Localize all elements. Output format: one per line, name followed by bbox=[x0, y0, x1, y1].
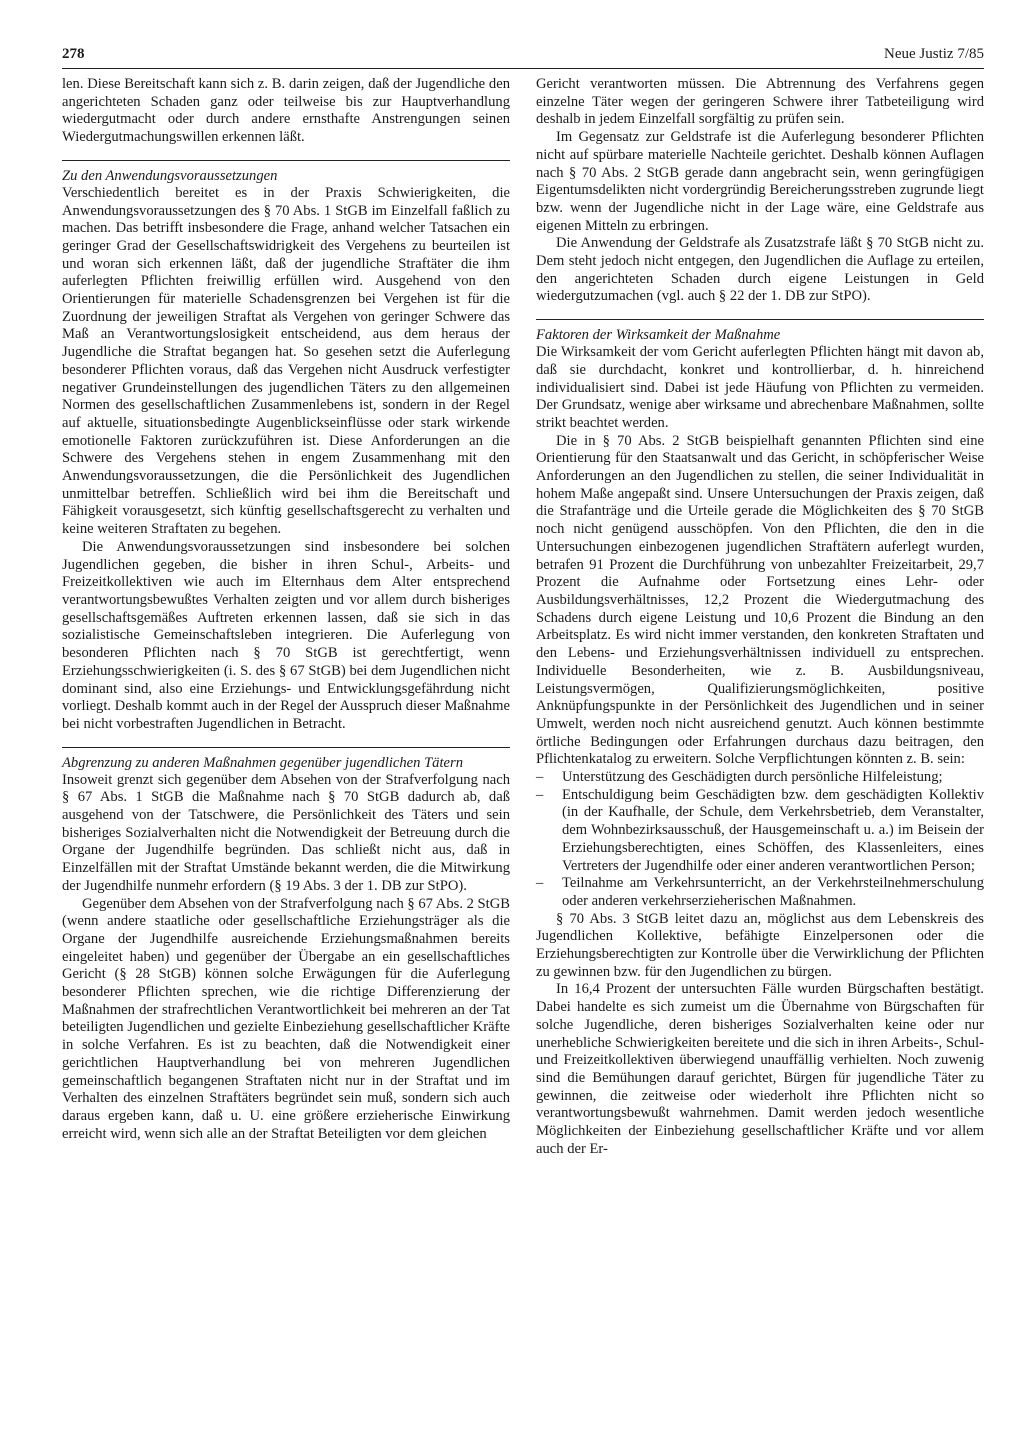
page-number: 278 bbox=[62, 46, 85, 62]
paragraph: len. Diese Bereitschaft kann sich z. B. darin zeigen, daß der Jugendliche den angerichteten Schaden ganz oder teilweise bis zur Hauptverhandlung wiedergutmacht oder durch andere ernsthafte Anstrengungen seinen Wiedergutmachungswillen erkennen läßt. bbox=[62, 76, 510, 146]
dash-bullet: – bbox=[536, 875, 544, 892]
paragraph: Insoweit grenzt sich gegenüber dem Absehen von der Strafverfolgung nach § 67 Abs. 1 StGB die Maßnahme nach § 70 StGB dadurch ab, daß ausgehend von der Tatschwere, die Persönlichkeit des Täters und sein bisheriges Sozialverhalten nicht die Notwendigkeit der Betreuung durch die Organe der Jugendhilfe begründen. Das schließt nicht aus, daß in Einzelfällen mit der Straftat Umstände bekannt werden, die die Mitwirkung der Jugendhilfe nunmehr erfordern (§ 19 Abs. 3 der 1. DB zur StPO). bbox=[62, 771, 510, 894]
list-item bbox=[536, 875, 984, 910]
paragraph: Im Gegensatz zur Geldstrafe ist die Auferlegung besonderer Pflichten nicht auf spürbare materielle Nachteile gerichtet. Deshalb können Auflagen nach § 70 Abs. 2 StGB gerade dann angebracht sein, wenn geringfügigen Eigentumsdelikten nicht vordergründig Bereicherungsstreben zugrunde liegt bzw. wenn der Jugendliche nicht in der Lage wäre, eine Geldstrafe aus eigenen Mitteln zu erbringen. bbox=[536, 129, 984, 234]
list-item-text: Teilnahme am Verkehrsunterricht, an der Verkehrsteilnehmerschulung oder anderen verkehrserzieherischen Maßnahmen. bbox=[562, 875, 984, 909]
section-heading: Abgrenzung zu anderen Maßnahmen gegenüber jugendlichen Tätern bbox=[62, 754, 463, 771]
section-heading: Faktoren der Wirksamkeit der Maßnahme bbox=[536, 327, 781, 344]
section-heading: Zu den Anwendungsvoraussetzungen bbox=[62, 167, 278, 184]
paragraph: Die Anwendung der Geldstrafe als Zusatzstrafe läßt § 70 StGB nicht zu. Dem steht jedoch nicht entgegen, den Jugendlichen die Auflage zu erteilen, den angerichteten Schaden durch eigene Leistungen in Geld wiedergutzumachen (vgl. auch § 22 der 1. DB zur StPO). bbox=[536, 235, 984, 305]
left-column bbox=[62, 76, 510, 1143]
dash-bullet: – bbox=[536, 786, 544, 803]
dash-bullet: – bbox=[536, 769, 544, 786]
paragraph: Die Wirksamkeit der vom Gericht auferlegten Pflichten hängt mit davon ab, daß sie durchdacht, konkret und kontrollierbar, d. h. hinreichend individualisiert sind. Dabei ist jede Häufung von Pflichten zu vermeiden. Der Grundsatz, wenige aber wirksame und abrechenbare Maßnahmen, sollte strikt beachtet werden. bbox=[536, 344, 984, 431]
section-rule bbox=[62, 160, 510, 161]
paragraph: § 70 Abs. 3 StGB leitet dazu an, möglichst aus dem Lebenskreis des Jugendlichen Kollektive, befähigte Einzelpersonen oder die Erziehungsberechtigten zur Kontrolle über die Verwirklichung der Pflichten zu gewinnen bzw. für den Jugendlichen zu bürgen. bbox=[536, 910, 984, 980]
paragraph: Die in § 70 Abs. 2 StGB beispielhaft genannten Pflichten sind eine Orientierung für den Staatsanwalt und das Gericht, in schöpferischer Weise Anforderungen an den Jugendlichen zu stellen, die seiner Individualität in hohem Maße angepaßt sind. Unsere Untersuchungen der Praxis zeigen, daß die Strafanträge und die Urteile gerade die Möglichkeiten des § 70 StGB noch nicht genügend ausschöpfen. Von den Pflichten, die den in die Untersuchungen einbezogenen jugendlichen Straftätern auferlegt wurden, betrafen 91 Prozent die Durchführung von unbezahlter Freizeitarbeit, 29,7 Prozent die Aufnahme oder Fortsetzung eines Lehr- oder Ausbildungsverhältnisses, 12,2 Prozent die Wiedergutmachung des Schadens durch eigene Leistung und 10,6 Prozent die Bindung an den Arbeitsplatz. Es wird nicht immer verstanden, den konkreten Straftaten und den Lebens- und Erziehungsverhältnissen individuell zu entsprechen. Individuelle Besonderheiten, wie z. B. Ausbildungsniveau, Leistungsvermögen, Qualifizierungsmöglichkeiten, positive Anknüpfungspunkte in der Persönlichkeit des Jugendlichen und in seiner Umwelt, werden noch nicht ausreichend genutzt. Auch können bestimmte örtliche Bedingungen oder Erfahrungen durchaus dazu beitragen, den Pflichtenkatalog zu erweitern. Solche Verpflichtungen könnten z. B. sein: bbox=[536, 432, 984, 768]
list-item-text: Entschuldigung beim Geschädigten bzw. dem geschädigten Kollektiv (in der Kaufhalle, der Schule, dem Verkehrsbetrieb, dem Veranstalter, dem Wohnbezirksausschuß, der Hausgemeinschaft u. a.) im Beisein der Erziehungsberechtigten, eines Schöffen, des Klassenleiters, eines Vertreters der Jugendhilfe oder einer anderen verantwortlichen Person; bbox=[562, 786, 984, 874]
list-item bbox=[536, 787, 984, 876]
paragraph: In 16,4 Prozent der untersuchten Fälle wurden Bürgschaften bestätigt. Dabei handelte es sich zumeist um die Übernahme von Bürgschaften für solche Jugendliche, deren bisheriges Sozialverhalten keine oder nur unerhebliche Schwierigkeiten bereitete und die sich in ihren Arbeits-, Schul- und Freizeitkollektiven überwiegend unauffällig verhielten. Noch zuwenig sind die Bemühungen darauf gerichtet, Bürgen für jugendliche Täter zu gewinnen, die zeitweise oder wiederholt ihre Pflichten nicht so verantwortungsbewußt wahrnehmen. Damit werden jedoch wesentliche Möglichkeiten der Einbeziehung gesellschaftlicher Kräfte und vor allem auch der Er- bbox=[536, 981, 984, 1157]
paragraph: Verschiedentlich bereitet es in der Praxis Schwierigkeiten, die Anwendungsvoraussetzungen des § 70 Abs. 1 StGB im Einzelfall faßlich zu machen. Das betrifft insbesondere die Frage, anhand welcher Tatsachen ein geringer Grad der Gesellschaftswidrigkeit des Vergehens zu beurteilen ist und woran sich erkennen läßt, daß der jugendliche Straftäter die ihm auferlegten Pflichten freiwillig erfüllen wird. Ausgehend von den Orientierungen für materielle Schadensgrenzen bei Vergehen ist für die Zuordnung der jeweiligen Straftat als Vergehen von geringer Schwere das Maß an Verantwortungslosigkeit entscheidend, aus dem heraus der Jugendliche die Straftat begangen hat. So gesehen setzt die Auferlegung besonderer Pflichten voraus, daß das Vergehen nicht Ausdruck verfestigter negativer Grundeinstellungen des jugendlichen Täters zu den allgemeinen Normen des gesellschaftlichen Zusammenlebens ist, sondern in der Regel auf aktuelle, situationsbedingte Augenblickseinflüsse oder stark wirkende emotionelle Faktoren zurückzuführen ist. Diese Anforderungen an die Schwere des Vergehens stehen in engem Zusammenhang mit den Anwendungsvoraussetzungen, die die Persönlichkeit des Jugendlichen unmittelbar betreffen. Schließlich wird bei ihm die Bereitschaft und Fähigkeit vorausgesetzt, sich künftig gesellschaftsgerecht zu verhalten und keine weiteren Straftaten zu begehen. bbox=[62, 184, 510, 538]
right-column bbox=[536, 76, 984, 1158]
journal-issue: Neue Justiz 7/85 bbox=[884, 46, 984, 62]
list-item bbox=[536, 769, 984, 787]
section-rule bbox=[536, 319, 984, 320]
list-item-text: Unterstützung des Geschädigten durch persönliche Hilfeleistung; bbox=[562, 769, 943, 786]
section-rule bbox=[62, 747, 510, 748]
paragraph: Gericht verantworten müssen. Die Abtrennung des Verfahrens gegen einzelne Täter wegen der geringeren Schwere ihrer Tatbeteiligung wird deshalb in jedem Einzelfall sorgfältig zu prüfen sein. bbox=[536, 76, 984, 128]
paragraph: Die Anwendungsvoraussetzungen sind insbesondere bei solchen Jugendlichen gegeben, die bisher in ihren Schul-, Arbeits- und Freizeitkollektiven wie auch im Elternhaus dem Alter entsprechend verantwortungsbewußtes Verhalten zeigten und vor allem durch bisheriges gesellschaftsgemäßes Auftreten erkennen lassen, daß sie sich in das sozialistische Gemeinschaftsleben integrieren. Die Auferlegung von besonderen Pflichten nach § 70 StGB ist gerechtfertigt, wenn Erziehungsschwierigkeiten (i. S. des § 67 StGB) bei dem Jugendlichen nicht dominant sind, also eine Erziehungs- und Entwicklungsgefährdung nicht vorliegt. Deshalb kommt auch in der Regel der Ausspruch dieser Maßnahme bei nicht vorbestraften Jugendlichen in Betracht. bbox=[62, 538, 510, 732]
page-header bbox=[62, 44, 984, 69]
paragraph: Gegenüber dem Absehen von der Strafverfolgung nach § 67 Abs. 2 StGB (wenn andere staatliche oder gesellschaftliche Erziehungsträger als die Organe der Jugendhilfe ausreichende Erziehungsmaßnahmen bereits eingeleitet haben) und gegenüber der Übergabe an ein gesellschaftliches Gericht (§ 28 StGB) können solche Erwägungen für die Auferlegung besonderer Pflichten sprechen, wie die richtige Differenzierung der Maßnahmen der strafrechtlichen Verantwortlichkeit bei mehreren an der Tat beteiligten Jugendlichen und gezielte Einbeziehung gesellschaftlicher Kräfte in solche Verfahren. Es ist zu beachten, daß die Notwendigkeit einer gerichtlichen Hauptverhandlung bei von mehreren Jugendlichen gemeinschaftlich begangenen Straftaten nicht nur in der Straftat und im Verhalten des einzelnen Straftäters begründet sein muß, sondern sich auch daraus ergeben kann, daß u. U. eine größere erzieherische Einwirkung erreicht wird, wenn sich alle an der Straftat Beteiligten vor dem gleichen bbox=[62, 895, 510, 1142]
